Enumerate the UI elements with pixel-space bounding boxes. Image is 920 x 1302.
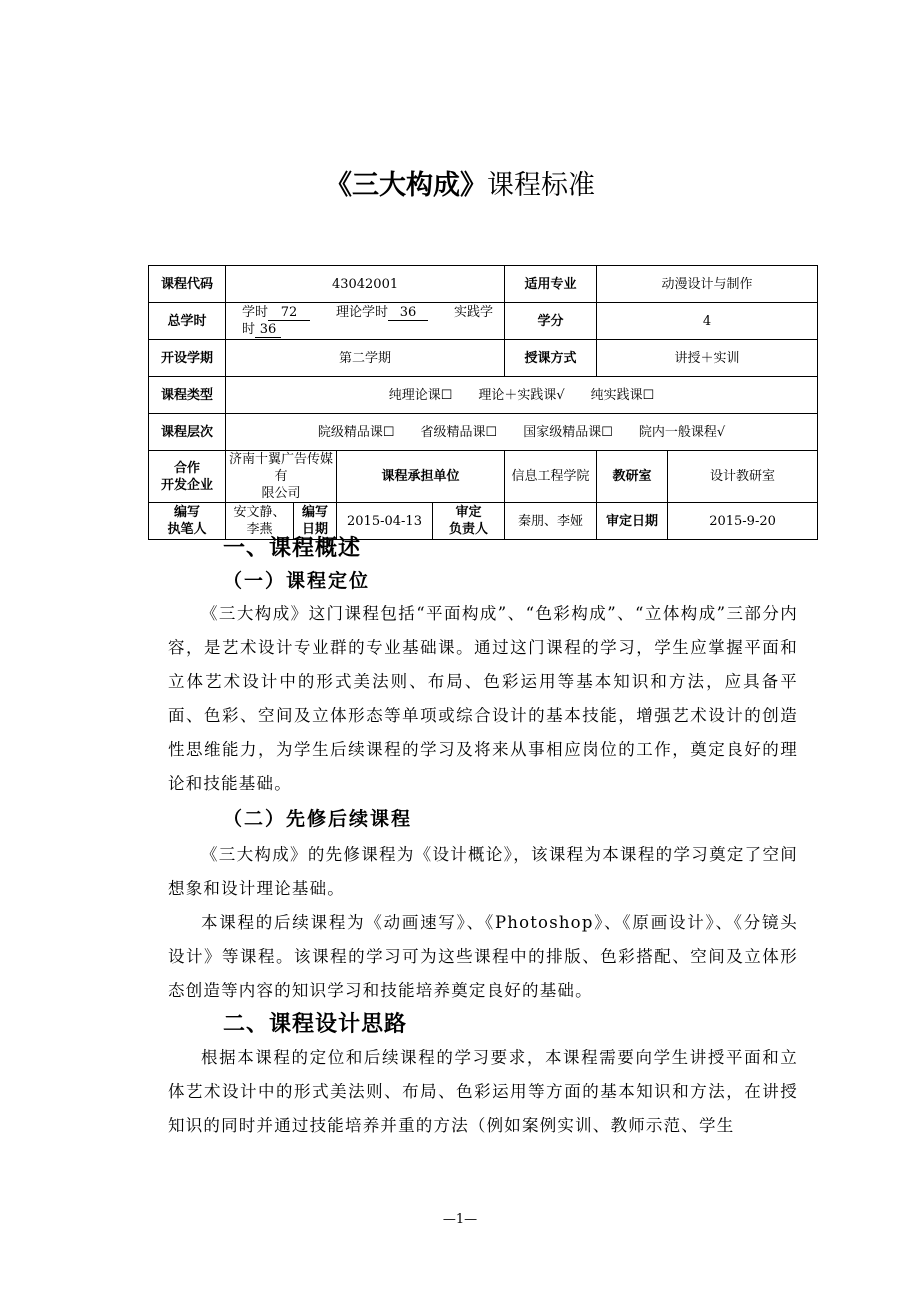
writer-label: 编写 执笔人 [149, 503, 226, 540]
paragraph-positioning: 《三大构成》这门课程包括“平面构成”、“色彩构成”、“立体构成”三部分内容，是艺术设计专业群的专业基础课。通过这门课程的学习，学生应掌握平面和立体艺术设计中的形式美法则、布局、色彩运用等基本知识和方法，应具备平面、色彩、空间及立体形态等单项或综合设计的基本技能，增强艺术设计的创造性思维能力，为学生后续课程的学习及将来从事相应岗位的工作，奠定良好的理论和技能基础。 [168, 604, 798, 793]
type-option-theory: 纯理论课☐ [388, 387, 453, 403]
course-code-value: 43042001 [226, 266, 505, 303]
section-heading-overview: 一、课程概述 [223, 536, 362, 561]
writer-value: 安文静、李燕 [226, 503, 294, 540]
hours-theory-value: 36 [388, 305, 428, 321]
partner-value: 济南十翼广告传媒有 限公司 [226, 451, 337, 503]
type-option-mixed: 理论＋实践课√ [478, 387, 565, 403]
term-label: 开设学期 [149, 340, 226, 377]
title-prefix: 《三大构成》 [325, 170, 487, 201]
level-option-college: 院级精品课☐ [317, 424, 395, 440]
section-heading-prerequisites: （二）先修后续课程 [223, 808, 413, 830]
reviewer-label: 审定 负责人 [433, 503, 505, 540]
office-label: 教研室 [597, 451, 668, 503]
major-value: 动漫设计与制作 [597, 266, 818, 303]
page-title [0, 163, 920, 202]
page-number: —1— [442, 1212, 478, 1227]
paragraph-followup: 本课程的后续课程为《动画速写》、《Photoshop》、《原画设计》、《分镜头设计》等课程。该课程的学习可为这些课程中的排版、色彩搭配、空间及立体形态创造等内容的知识学习和技能培养奠定良好的基础。 [168, 913, 798, 1000]
table-row [149, 377, 818, 414]
course-level-options [226, 414, 818, 451]
teaching-method-label: 授课方式 [505, 340, 597, 377]
section-heading-design: 二、课程设计思路 [223, 1012, 408, 1037]
course-type-options [226, 377, 818, 414]
credit-label: 学分 [505, 303, 597, 340]
table-row [149, 451, 818, 503]
hours-practice-value: 36 [255, 322, 281, 338]
paragraph-design: 根据本课程的定位和后续课程的学习要求，本课程需要向学生讲授平面和立体艺术设计中的形式美法则、布局、色彩运用等方面的基本知识和方法，在讲授知识的同时并通过技能培养并重的方法（例如案例实训、教师示范、学生 [168, 1048, 798, 1135]
unit-label: 课程承担单位 [337, 451, 505, 503]
term-value: 第二学期 [226, 340, 505, 377]
paragraph-prerequisites: 《三大构成》的先修课程为《设计概论》，该课程为本课程的学习奠定了空间想象和设计理论基础。 [168, 845, 798, 898]
hours-practice-label: 实践学时 [242, 305, 494, 337]
level-option-general: 院内一般课程√ [638, 424, 726, 440]
course-code-label: 课程代码 [149, 266, 226, 303]
office-value: 设计教研室 [668, 451, 818, 503]
credit-value: 4 [597, 303, 818, 340]
table-row [149, 414, 818, 451]
total-hours-label: 总学时 [149, 303, 226, 340]
hours-cell [226, 303, 505, 340]
major-label: 适用专业 [505, 266, 597, 303]
hours-total-value: 72 [268, 305, 310, 321]
level-option-national: 国家级精品课☐ [523, 424, 613, 440]
table-row [149, 303, 818, 340]
write-date-value: 2015-04-13 [337, 503, 433, 540]
unit-value: 信息工程学院 [505, 451, 597, 503]
review-date-label: 审定日期 [597, 503, 668, 540]
course-info-table [148, 265, 818, 540]
hours-total-label: 学时 [242, 305, 269, 320]
level-option-province: 省级精品课☐ [420, 424, 498, 440]
section-heading-positioning: （一）课程定位 [223, 570, 371, 592]
partner-label: 合作 开发企业 [149, 451, 226, 503]
course-type-label: 课程类型 [149, 377, 226, 414]
teaching-method-value: 讲授＋实训 [597, 340, 818, 377]
table-row [149, 266, 818, 303]
reviewer-value: 秦朋、李娅 [505, 503, 597, 540]
table-row [149, 340, 818, 377]
write-date-label: 编写 日期 [294, 503, 337, 540]
title-suffix: 课程标准 [487, 170, 595, 201]
course-level-label: 课程层次 [149, 414, 226, 451]
hours-theory-label: 理论学时 [336, 305, 389, 320]
review-date-value: 2015-9-20 [668, 503, 818, 540]
type-option-practice: 纯实践课☐ [590, 387, 655, 403]
